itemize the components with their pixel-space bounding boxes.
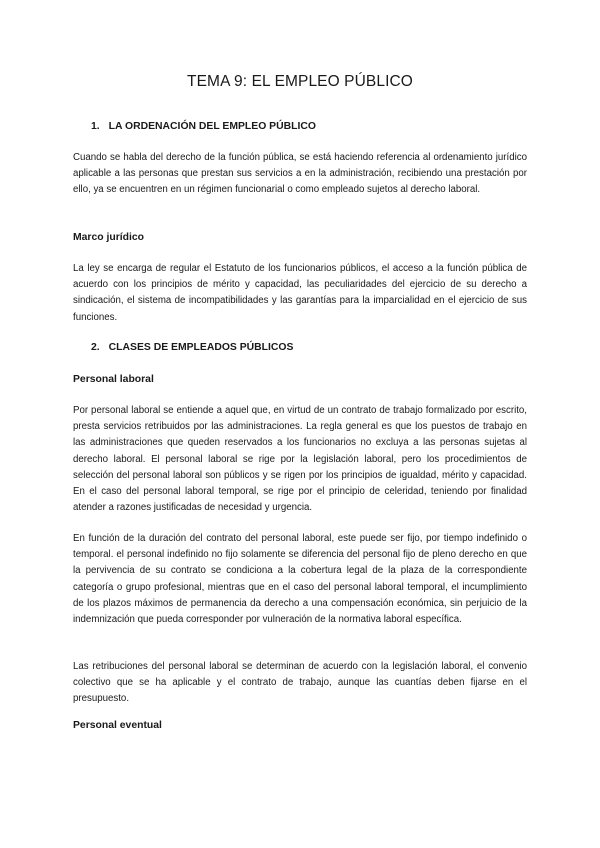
section-heading-clases (91, 342, 293, 353)
paragraph-retribuciones: Las retribuciones del personal laboral se determinan de acuerdo con la legislación laboral, el convenio colectivo que se ha aplicable y el contrato de trabajo, aunque las cuantías deben fijarse en el presupuesto. (73, 661, 527, 705)
subheading-personal-laboral: Personal laboral (73, 374, 154, 385)
document-title: TEMA 9: EL EMPLEO PÚBLICO (187, 73, 413, 90)
section-title: CLASES DE EMPLEADOS PÚBLICOS (108, 342, 294, 353)
paragraph-duracion-contrato: En función de la duración del contrato del personal laboral, este puede ser fijo, por tiempo indefinido o temporal. el personal indefinido no fijo solamente se diferencia del personal fijo de pleno derecho en que la pervivencia de su contrato se condiciona a la cobertura legal de la plaza de la correspondiente categoría o grupo profesional, mientras que en el caso del personal laboral temporal, el incumplimiento de los plazos máximos de permanencia da derecho a una compensación económica, sin perjuicio de la indemnización que pueda corresponder por vulneración de la normativa laboral específica. (73, 533, 527, 626)
subheading-marco-juridico: Marco jurídico (73, 232, 145, 243)
section-title: LA ORDENACIÓN DEL EMPLEO PÚBLICO (108, 121, 316, 132)
section-number: 2. (91, 342, 100, 353)
paragraph-personal-laboral: Por personal laboral se entiende a aquel que, en virtud de un contrato de trabajo formalizado por escrito, presta servicios retribuidos por las administraciones. La regla general es que los puestos de trabajo en las administraciones que queden reservados a los funcionarios no excluya a las personas sujetas al derecho laboral. El personal laboral se rige por la legislación laboral, pero los procedimientos de selección del personal laboral son públicos y se rigen por los principios de igualdad, mérito y capacidad. En el caso del personal laboral temporal, se rige por el principio de celeridad, teniendo por finalidad atender a razones justificadas de necesidad y urgencia. (73, 405, 527, 514)
paragraph-marco-juridico: La ley se encarga de regular el Estatuto de los funcionarios públicos, el acceso a la función pública de acuerdo con los principios de mérito y capacidad, las peculiaridades del ejercicio de su derecho a sindicación, el sistema de incompatibilidades y las garantías para la imparcialidad en el ejercicio de sus funciones. (73, 263, 527, 323)
subheading-personal-eventual: Personal eventual (73, 720, 162, 731)
paragraph-intro: Cuando se habla del derecho de la función pública, se está haciendo referencia al ordenamiento jurídico aplicable a las personas que prestan sus servicios a en la administración, recibiendo una prestación por ello, ya se encuentren en un régimen funcionarial o como empleado sujetos al derecho laboral. (73, 152, 527, 196)
section-number: 1. (91, 121, 100, 132)
section-heading-ordenacion (91, 121, 316, 132)
